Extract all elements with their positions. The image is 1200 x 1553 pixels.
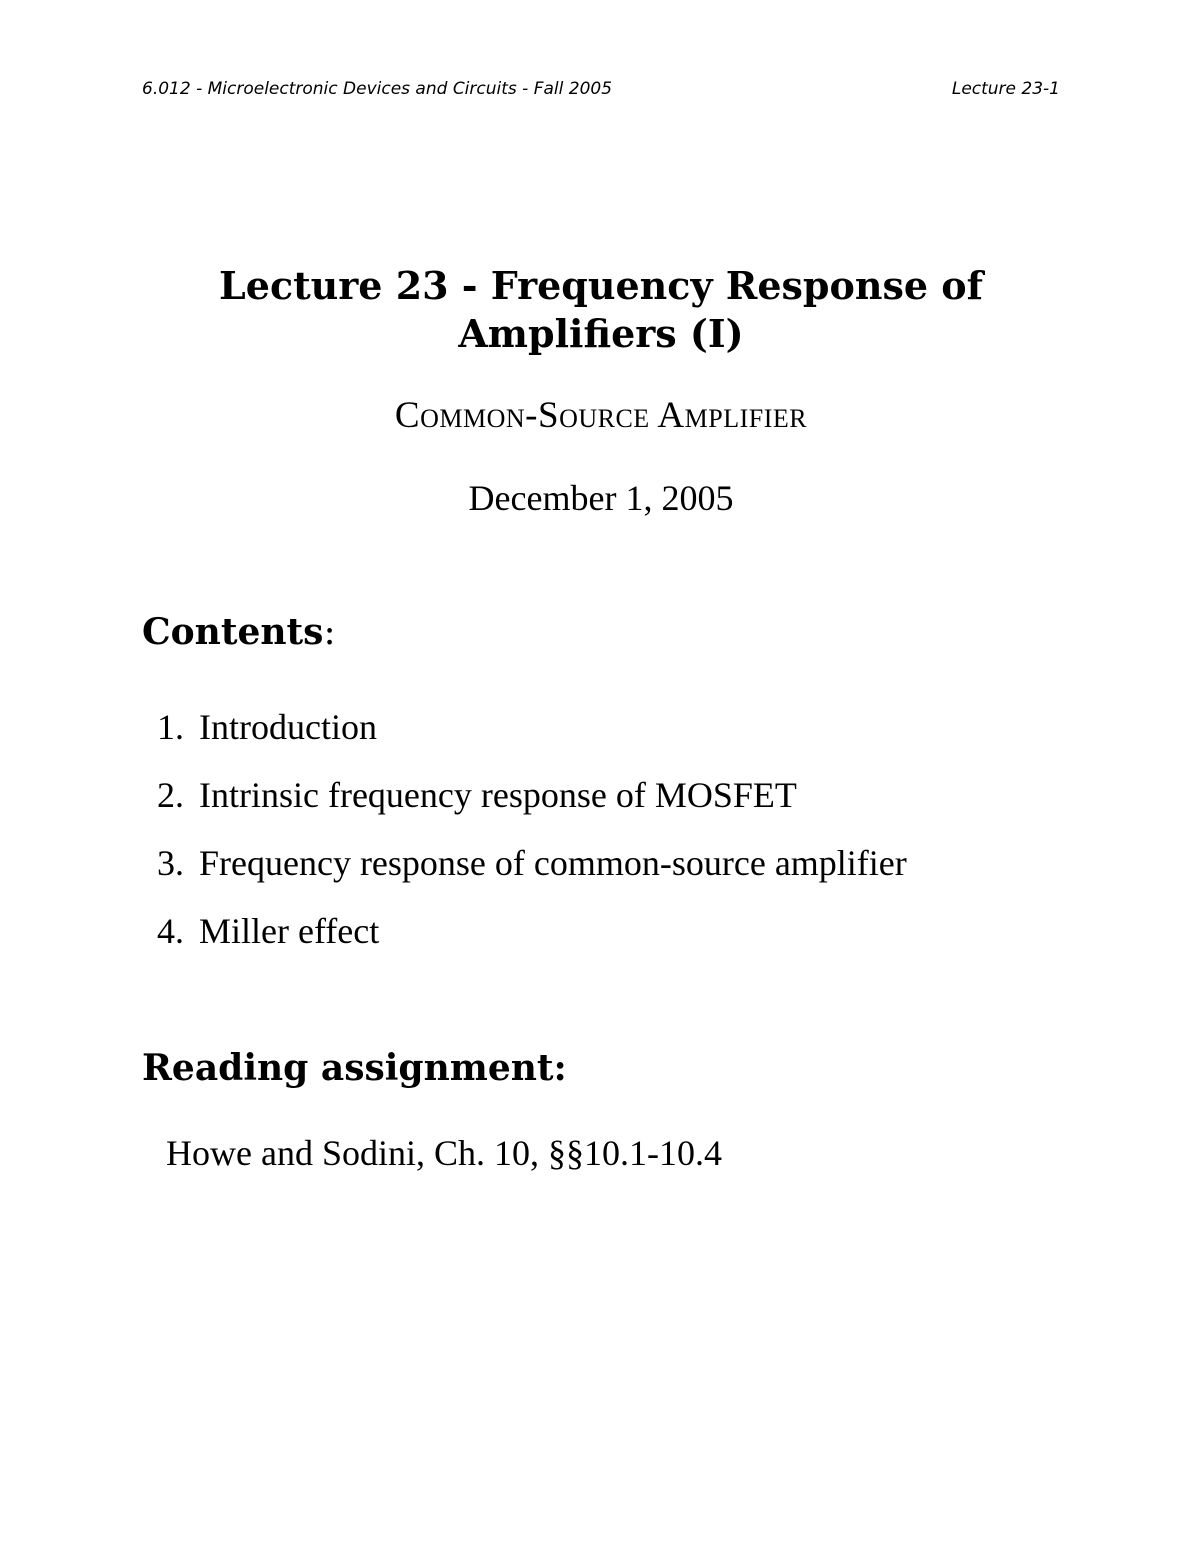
list-item-text: Miller effect (199, 911, 380, 951)
list-item-text: Introduction (199, 707, 377, 747)
running-header (142, 77, 1060, 101)
list-item-number: 3. (157, 843, 184, 883)
list-item (157, 838, 907, 906)
list-item (157, 702, 907, 770)
course-header: 6.012 - Microelectronic Devices and Circuits - Fall 2005 (142, 79, 613, 99)
list-item (157, 906, 907, 974)
list-item-number: 4. (157, 911, 184, 951)
lecture-date: December 1, 2005 (468, 478, 734, 518)
title-block (142, 262, 1060, 520)
reading-heading: Reading assignment: (142, 1047, 567, 1089)
list-item-text: Intrinsic frequency response of MOSFET (199, 775, 797, 815)
contents-heading-text: Contents (142, 611, 324, 653)
list-item-number: 2. (157, 775, 184, 815)
reading-assignment-text: Howe and Sodini, Ch. 10, §§10.1-10.4 (166, 1133, 722, 1173)
lecture-title-line2: Amplifiers (I) (458, 311, 744, 356)
list-item (157, 770, 907, 838)
contents-heading (142, 608, 336, 657)
lecture-title (142, 262, 1060, 358)
lecture-title-line1: Lecture 23 - Frequency Response of (219, 263, 983, 308)
list-item-number: 1. (157, 707, 184, 747)
list-item-text: Frequency response of common-source amplifier (199, 843, 907, 883)
contents-list (157, 702, 907, 974)
contents-heading-colon: : (323, 612, 336, 653)
lecture-subtitle: Common-Source Amplifier (394, 395, 808, 436)
page-number: Lecture 23-1 (951, 79, 1060, 99)
